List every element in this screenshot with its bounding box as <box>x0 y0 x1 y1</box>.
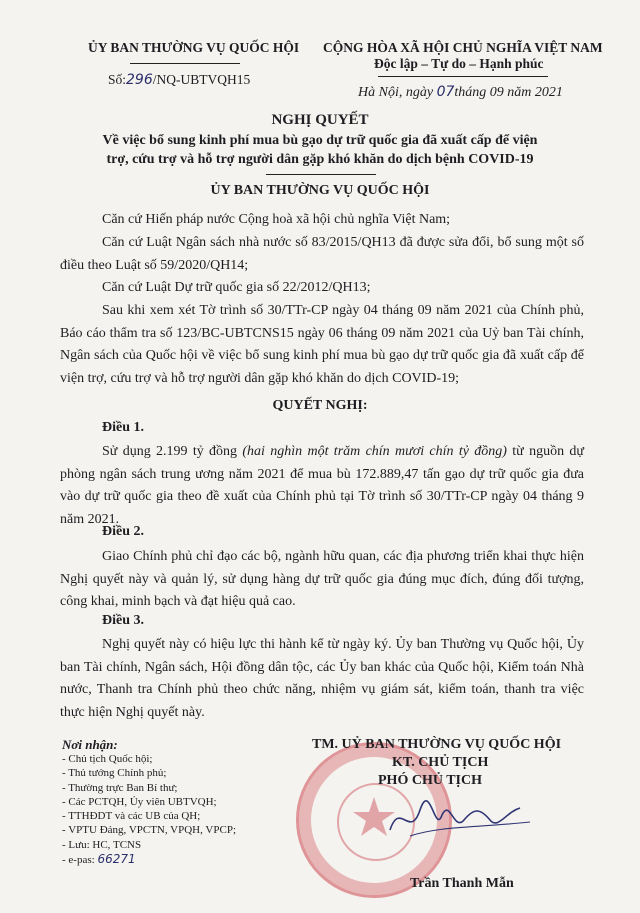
issuer-underline <box>130 63 240 64</box>
recipient-item: - Thường trực Ban Bí thư; <box>62 781 178 794</box>
recipient-item: - TTHĐDT và các UB của QH; <box>62 810 201 823</box>
document-type: NGHỊ QUYẾT <box>271 112 369 128</box>
article-3-text: Nghị quyết này có hiệu lực thi hành kể từ ngày ký. Ủy ban Thường vụ Quốc hội, Ủy ban Tài chính, Ngân sách, Hội đồng dân tộc, các Ủy ban khác của Quốc hội, Kiểm toán Nhà nước, Thanh tra Chính phủ theo chức năng, nhiệm vụ giám sát, kiểm toán, thanh tra việc thực hiện Nghị quyết này. <box>60 637 584 720</box>
article-3-heading: Điều 3. <box>102 613 144 628</box>
recipients-list <box>62 752 236 867</box>
title-underline <box>266 174 376 175</box>
signer-name: Trần Thanh Mẫn <box>410 876 514 891</box>
document-number: Số:296/NQ-UBTVQH15 <box>108 72 251 88</box>
authority-heading: ỦY BAN THƯỜNG VỤ QUỐC HỘI <box>210 183 430 198</box>
recipient-item: - Thủ tướng Chính phủ; <box>62 767 167 780</box>
issuer-name: ỦY BAN THƯỜNG VỤ QUỐC HỘI <box>88 40 300 55</box>
article-1-text: Sử dụng 2.199 tỷ đồng (hai nghìn một trăm chín mươi chín tỷ đồng) từ nguồn dự phòng ngân sách trung ương năm 2021 để mua bù 172.889,47 tấn gạo dự trữ quốc gia đưa vào dự trữ quốc gia theo đề xuất của Chính phủ tại Tờ trình số 30/TTr-CP ngày 04 tháng 9 năm 2021. <box>60 444 584 527</box>
basis-4: Sau khi xem xét Tờ trình số 30/TTr-CP ngày 04 tháng 09 năm 2021 của Chính phủ, Báo cáo thẩm tra số 123/BC-UBTCNS15 ngày 06 tháng 09 năm 2021 của Uỷ ban Tài chính, Ngân sách của Quốc hội về việc bổ sung kinh phí mua bù gạo dự trữ quốc gia đã xuất cấp để viện trợ, cứu trợ và hỗ trợ người dân gặp khó khăn do dịch COVID-19; <box>60 303 584 386</box>
article-2-text: Giao Chính phủ chỉ đạo các bộ, ngành hữu quan, các địa phương triển khai thực hiện Nghị quyết này và quản lý, sử dụng hàng dự trữ quốc gia đúng mục đích, đúng đối tượng, công khai, minh bạch và đạt hiệu quả cao. <box>60 549 584 609</box>
recipient-item: - VPTU Đảng, VPCTN, VPQH, VPCP; <box>62 824 237 837</box>
signature-line-2: KT. CHỦ TỊCH <box>392 755 489 770</box>
motto-underline <box>378 76 548 77</box>
country-name: CỘNG HÒA XÃ HỘI CHỦ NGHĨA VIỆT NAM <box>323 40 603 55</box>
basis-2: Căn cứ Luật Ngân sách nhà nước số 83/2015/QH13 đã được sửa đổi, bổ sung một số điều theo Luật số 59/2020/QH14; <box>60 235 584 273</box>
article-2-heading: Điều 2. <box>102 524 144 539</box>
recipients-heading: Nơi nhận: <box>62 737 118 752</box>
article-1-heading: Điều 1. <box>102 420 144 435</box>
recipient-item: - Chủ tịch Quốc hội; <box>62 753 153 765</box>
handwritten-number: 296 <box>126 72 153 88</box>
signature-line-3: PHÓ CHỦ TỊCH <box>378 773 482 788</box>
subject-line-1: Về việc bổ sung kinh phí mua bù gạo dự trữ quốc gia đã xuất cấp để viện <box>102 133 538 148</box>
basis-1: Căn cứ Hiến pháp nước Cộng hoà xã hội chủ nghĩa Việt Nam; <box>102 212 451 227</box>
handwritten-day: 07 <box>436 84 455 100</box>
subject-line-2: trợ, cứu trợ và hỗ trợ người dân gặp khó khăn do dịch bệnh COVID-19 <box>106 152 534 167</box>
signature-line-1: TM. UỶ BAN THƯỜNG VỤ QUỐC HỘI <box>312 737 562 752</box>
basis-3: Căn cứ Luật Dự trữ quốc gia số 22/2012/QH13; <box>102 280 371 295</box>
recipient-item: - Lưu: HC, TCNS <box>62 838 142 851</box>
resolve-heading: QUYẾT NGHỊ: <box>272 398 368 413</box>
recipient-item: - Các PCTQH, Ủy viên UBTVQH; <box>62 795 217 808</box>
document-date: Hà Nội, ngày 07tháng 09 năm 2021 <box>358 84 563 100</box>
handwritten-signature-icon <box>380 790 540 850</box>
recipient-epas: - e-pas: 66271 <box>62 852 136 867</box>
motto: Độc lập – Tự do – Hạnh phúc <box>374 56 544 71</box>
